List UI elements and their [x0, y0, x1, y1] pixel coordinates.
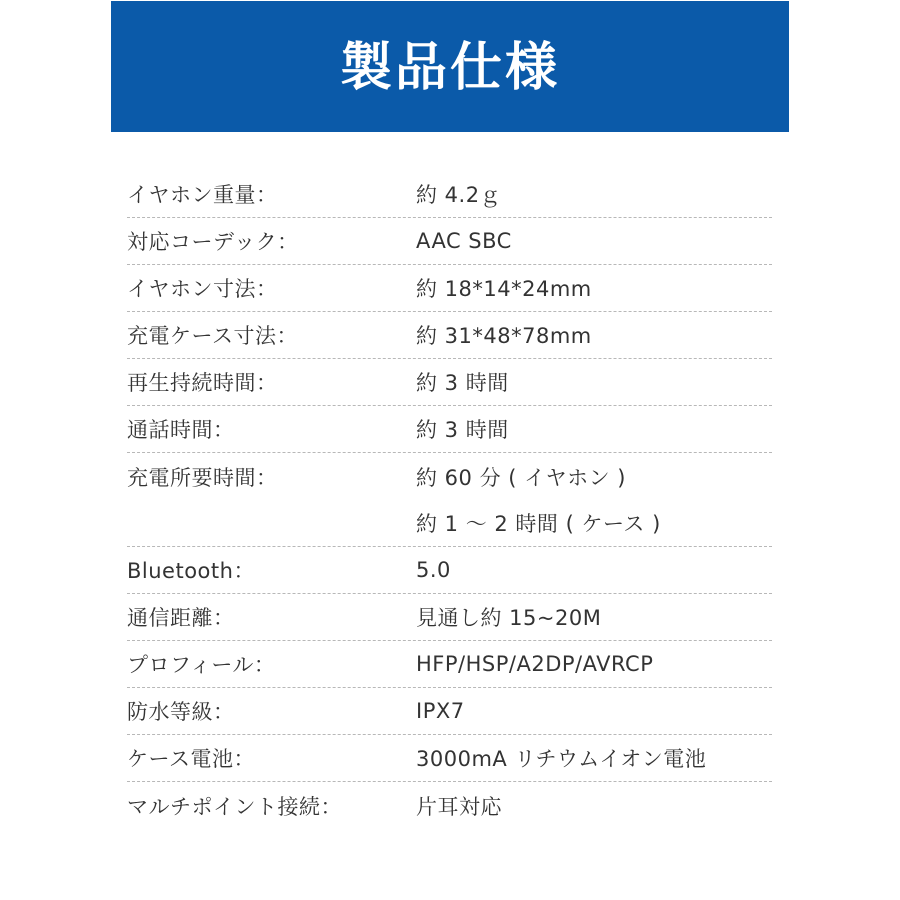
spec-value: 約 31*48*78mm: [416, 324, 592, 348]
spec-label: 対応コーデック：: [127, 230, 299, 254]
spec-row-playback-time: [127, 359, 772, 406]
spec-row-waterproof: [127, 688, 772, 735]
spec-value: 3000mA リチウムイオン電池: [416, 747, 707, 771]
spec-row-case-battery: [127, 735, 772, 782]
spec-label: Bluetooth：: [127, 559, 255, 583]
spec-row-charge-time: [127, 453, 772, 500]
spec-label: 通話時間：: [127, 418, 235, 442]
spec-row-charge-time-case: [127, 500, 772, 547]
spec-label: ケース電池：: [127, 747, 255, 771]
spec-value: 約 18*14*24mm: [416, 277, 592, 301]
spec-value: AAC SBC: [416, 229, 512, 253]
spec-value: 約 1 ～ 2 時間 ( ケース ): [416, 512, 661, 536]
spec-label: プロフィール：: [127, 653, 276, 677]
page-title: 製品仕様: [339, 38, 560, 98]
spec-row-case-size: [127, 312, 772, 359]
spec-label: イヤホン寸法：: [127, 277, 278, 301]
spec-label: イヤホン重量：: [127, 183, 278, 207]
spec-row-weight: [127, 171, 772, 218]
spec-value: 約 3 時間: [416, 418, 509, 442]
spec-row-multipoint: [127, 782, 772, 829]
spec-row-profile: [127, 641, 772, 688]
spec-value: 片耳対応: [416, 794, 502, 819]
spec-value: 約 4.2ｇ: [416, 183, 502, 207]
spec-label: マルチポイント接続：: [127, 794, 342, 819]
spec-label: 通信距離：: [127, 606, 235, 630]
spec-row-earphone-size: [127, 265, 772, 312]
spec-label: 防水等級：: [127, 700, 235, 724]
spec-table: [127, 171, 772, 829]
spec-value: HFP/HSP/A2DP/AVRCP: [416, 652, 654, 676]
spec-row-bluetooth: [127, 547, 772, 594]
spec-label: 充電ケース寸法：: [127, 324, 298, 348]
spec-row-codec: [127, 218, 772, 265]
spec-label: 充電所要時間：: [127, 465, 278, 490]
spec-row-range: [127, 594, 772, 641]
spec-value: 約 3 時間: [416, 371, 509, 395]
spec-label: 再生持続時間：: [127, 371, 278, 395]
spec-value: 見通し約 15~20M: [416, 606, 602, 630]
spec-value: 5.0: [416, 558, 451, 582]
spec-value: IPX7: [416, 699, 465, 723]
header-banner: [111, 1, 789, 132]
spec-row-talk-time: [127, 406, 772, 453]
spec-value: 約 60 分 ( イヤホン ): [416, 465, 626, 490]
